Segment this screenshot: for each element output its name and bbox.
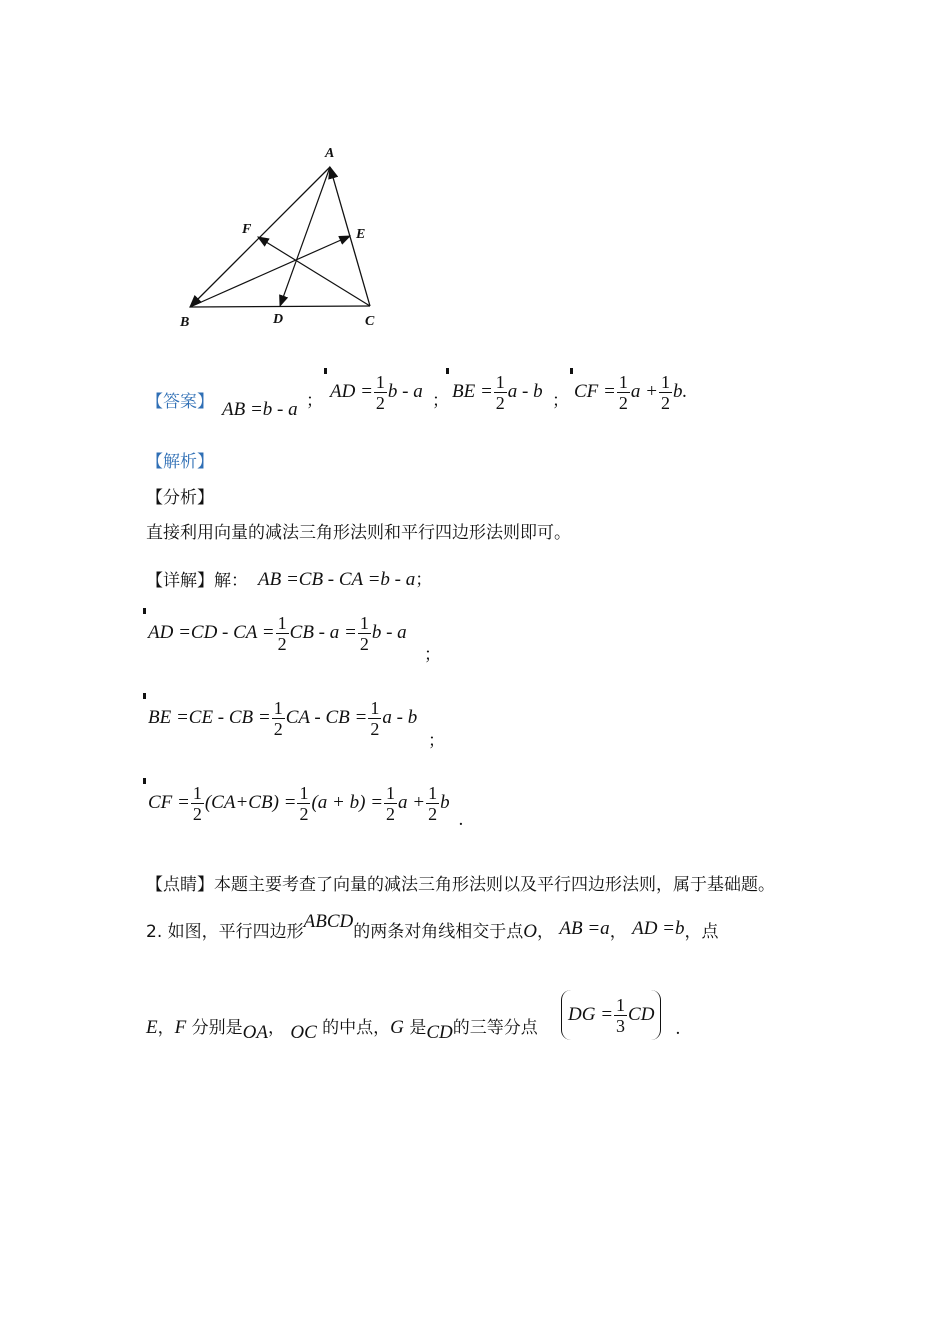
answer-ad xyxy=(330,372,423,413)
answer-cf-mid: a + xyxy=(630,380,658,402)
answer-tag: 【答案】 xyxy=(146,392,214,412)
side-cb xyxy=(190,306,370,307)
side-ab xyxy=(190,167,330,307)
detail-line4: CF = $\frac{1}{2}$ (CA+CB) = $\frac{1}{2}$ (a + b) = $\frac{1}{2}$ a + $\frac{1}{2}$ b xyxy=(148,783,450,824)
analysis-subtag: 【分析】 xyxy=(146,488,214,508)
detail-line3-end: ； xyxy=(428,731,445,751)
detail-line2-end: ； xyxy=(424,645,441,665)
problem2-abcd: ABCD xyxy=(303,911,354,932)
median-ad xyxy=(280,167,330,306)
answer-ad-rhs: b - a xyxy=(387,380,423,402)
answer-be-half: $\frac{1}{2}$ xyxy=(495,372,505,413)
detail-line3: BE =CE - CB = $\frac{1}{2}$ CA - CB = $\frac{1}{2}$ a - b xyxy=(148,698,418,739)
analysis-tag: 【解析】 xyxy=(146,452,214,472)
answer-sep-2: ； xyxy=(432,391,449,411)
label-b: B xyxy=(180,315,190,330)
vector-mark xyxy=(143,778,146,784)
detail-line2: AD =CD - CA = $\frac{1}{2}$ CB - a = $\frac{1}{2}$ b - a xyxy=(148,613,407,654)
answer-ab: AB =b - a xyxy=(222,399,298,420)
problem2-dg-paren: DG = $\frac{1}{3}$ CD xyxy=(561,990,661,1040)
answer-cf xyxy=(574,372,687,413)
detail-line1: AB =CB - CA =b - a； xyxy=(258,569,433,590)
label-c: C xyxy=(365,314,375,329)
answer-end: . xyxy=(682,380,688,402)
label-d: D xyxy=(273,312,284,327)
vector-mark xyxy=(446,368,449,374)
detail-tag: 【详解】解： xyxy=(146,571,248,591)
vector-mark xyxy=(143,608,146,614)
label-f: F xyxy=(242,222,252,237)
answer-cf-rhs: b xyxy=(672,380,683,402)
answer-be xyxy=(452,372,543,413)
triangle-figure xyxy=(170,140,400,340)
analysis-text: 直接利用向量的减法三角形法则和平行四边形法则即可。 xyxy=(146,523,571,543)
problem2-end: . xyxy=(676,1018,681,1039)
vector-mark xyxy=(324,368,327,374)
label-e: E xyxy=(356,227,366,242)
problem2-line1: 2. 如图，平行四边形ABCD的两条对角线相交于点O， AB =a， AD =b，点 xyxy=(146,911,719,942)
median-be xyxy=(190,236,350,307)
comment-text: 【点睛】本题主要考查了向量的减法三角形法则以及平行四边形法则，属于基础题。 xyxy=(146,875,775,895)
label-a: A xyxy=(325,146,335,161)
answer-ad-half: $\frac{1}{2}$ xyxy=(375,372,385,413)
answer-sep-3: ； xyxy=(552,391,569,411)
detail-line4-end: . xyxy=(459,809,464,830)
answer-sep-1: ； xyxy=(306,391,323,411)
answer-ad-lhs: AD = xyxy=(330,380,373,402)
answer-be-rhs: a - b xyxy=(507,380,543,402)
answer-cf-half-2: $\frac{1}{2}$ xyxy=(660,372,670,413)
problem2-line2: E，F 分别是OA， OC 的中点，G 是CD的三等分点 xyxy=(146,1017,538,1043)
answer-be-lhs: BE = xyxy=(452,380,493,402)
vector-mark xyxy=(143,693,146,699)
vector-mark xyxy=(570,368,573,374)
answer-cf-half-1: $\frac{1}{2}$ xyxy=(618,372,628,413)
answer-cf-lhs: CF = xyxy=(574,380,616,402)
